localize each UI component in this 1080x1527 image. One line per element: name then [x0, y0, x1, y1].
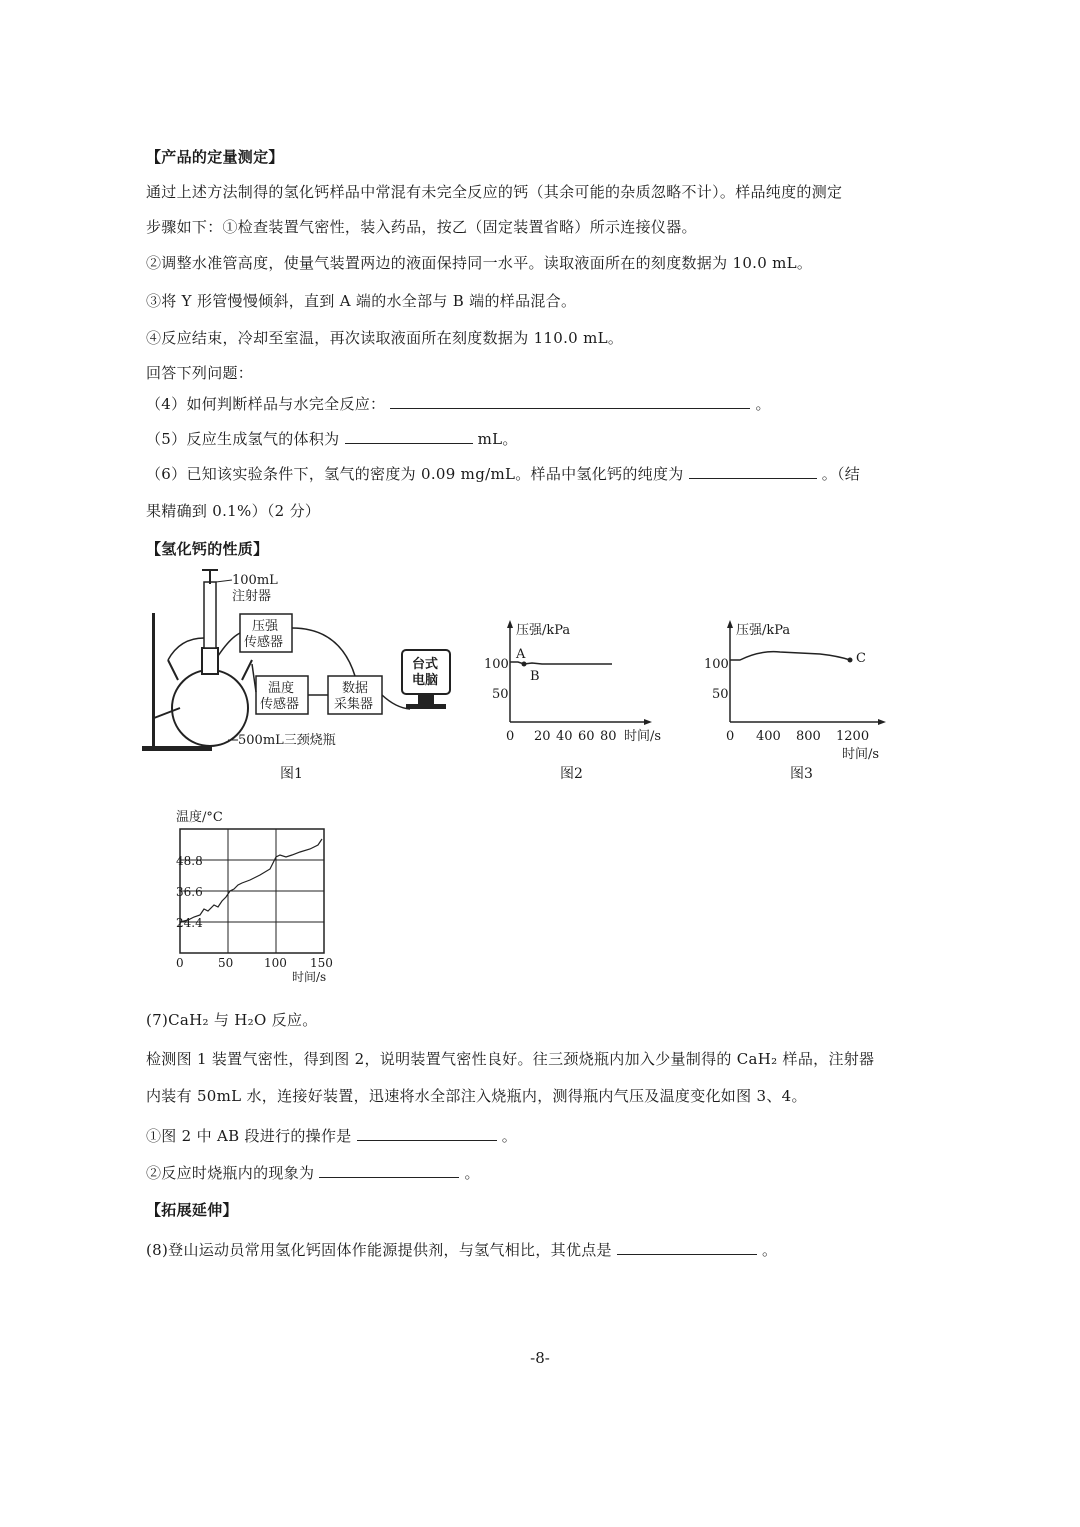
y-axis-label: 压强/kPa — [516, 623, 571, 638]
label-data-collector: 数据 — [342, 681, 369, 696]
figure-1-caption: 图1 — [280, 766, 303, 782]
y-tick-label: 48.8 — [176, 854, 203, 868]
paragraph-line: 果精确到 0.1%）（2 分） — [146, 502, 321, 520]
paragraph-line: 回答下列问题： — [146, 364, 254, 382]
x-tick-label: 400 — [756, 729, 781, 744]
stand-rod — [152, 613, 155, 748]
point-b-marker — [522, 662, 527, 667]
point-a-label: A — [516, 647, 526, 662]
computer-stand — [406, 704, 446, 709]
y-tick-label: 50 — [492, 687, 509, 702]
paragraph-line: ④反应结束，冷却至室温，再次读取液面所在刻度数据为 110.0 mL。 — [146, 329, 624, 347]
label-syringe: 注射器 — [232, 589, 272, 604]
figure-2-pressure-chart — [480, 612, 670, 784]
wire — [292, 628, 355, 676]
y-tick-label: 50 — [712, 687, 729, 702]
y-tick-label: 36.6 — [176, 885, 203, 899]
svg-text:采集器: 采集器 — [334, 697, 374, 712]
temperature-series-line — [180, 839, 322, 922]
paragraph-line: 通过上述方法制得的氢化钙样品中常混有未完全反应的钙（其余可能的杂质忽略不计）。样品纯度的测定 — [146, 183, 843, 201]
figure-1-apparatus — [140, 568, 460, 783]
question-7-2: ②反应时烧瓶内的现象为 。 — [146, 1164, 480, 1182]
x-axis-label: 时间/s — [842, 747, 880, 762]
figure-4-temperature-chart — [170, 805, 350, 985]
answer-blank-q6[interactable] — [689, 464, 817, 479]
answer-blank-q7-2[interactable] — [319, 1163, 459, 1178]
answer-blank-q5[interactable] — [345, 429, 473, 444]
flask-left-neck — [168, 660, 178, 680]
y-axis-label: 压强/kPa — [736, 623, 791, 638]
paragraph-line: 步骤如下：①检查装置气密性，装入药品，按乙（固定装置省略）所示连接仪器。 — [146, 218, 697, 236]
page-number: -8- — [530, 1349, 550, 1367]
x-tick-label: 60 — [578, 729, 595, 744]
svg-text:电脑: 电脑 — [412, 673, 439, 688]
three-neck-flask — [172, 670, 248, 746]
question-7-title: (7)CaH₂ 与 H₂O 反应。 — [146, 1011, 318, 1029]
x-tick-label: 0 — [726, 729, 735, 744]
figure-3-pressure-chart — [700, 612, 900, 784]
section-heading-properties: 【氢化钙的性质】 — [146, 540, 269, 558]
label-pressure-sensor: 压强 — [252, 619, 279, 634]
label-temperature-sensor: 温度 — [268, 681, 295, 696]
x-tick-label: 150 — [310, 956, 333, 970]
x-tick-label: 40 — [556, 729, 573, 744]
y-axis-label: 温度/°C — [176, 810, 223, 825]
question-5: （5）反应生成氢气的体积为 mL。 — [146, 430, 518, 448]
x-tick-label: 0 — [176, 956, 184, 970]
y-tick-label: 100 — [484, 657, 509, 672]
figure-2-caption: 图2 — [560, 766, 583, 782]
point-b-label: B — [530, 669, 540, 684]
question-6: （6）已知该实验条件下，氢气的密度为 0.09 mg/mL。样品中氢化钙的纯度为 。（结 — [146, 465, 861, 483]
paragraph-line: 内装有 50mL 水，连接好装置，迅速将水全部注入烧瓶内，测得瓶内气压及温度变化如图 3、4。 — [146, 1087, 807, 1105]
wire — [382, 695, 410, 709]
flask-center-neck — [202, 648, 218, 674]
x-axis-label: 时间/s — [624, 729, 662, 744]
label-syringe-volume: 100mL — [232, 573, 278, 588]
x-tick-label: 100 — [264, 956, 287, 970]
point-c-label: C — [856, 651, 866, 666]
pressure-series-line — [730, 652, 850, 660]
x-tick-label: 50 — [218, 956, 234, 970]
question-8: (8)登山运动员常用氢化钙固体作能源提供剂，与氢气相比，其优点是 。 — [146, 1241, 778, 1259]
x-tick-label: 800 — [796, 729, 821, 744]
answer-blank-q7-1[interactable] — [357, 1126, 497, 1141]
question-7-1: ①图 2 中 AB 段进行的操作是 。 — [146, 1127, 518, 1145]
answer-blank-q4[interactable] — [390, 394, 750, 409]
svg-text:传感器: 传感器 — [260, 697, 300, 712]
label-flask: 500mL三颈烧瓶 — [238, 733, 336, 748]
stand-clamp — [154, 708, 180, 718]
tube — [168, 638, 204, 660]
label-computer: 台式 — [412, 657, 439, 672]
x-tick-label: 0 — [506, 729, 515, 744]
paragraph-line: ③将 Y 形管慢慢倾斜，直到 A 端的水全部与 B 端的样品混合。 — [146, 292, 577, 310]
section-heading-quantitative: 【产品的定量测定】 — [146, 148, 284, 166]
svg-text:传感器: 传感器 — [244, 635, 284, 650]
point-c-marker — [848, 658, 853, 663]
paragraph-line: ②调整水准管高度，使量气装置两边的液面保持同一水平。读取液面所在的刻度数据为 10.0 mL。 — [146, 254, 813, 272]
question-4: （4）如何判断样品与水完全反应： 。 — [146, 395, 771, 413]
wire — [218, 633, 240, 656]
x-tick-label: 1200 — [836, 729, 870, 744]
x-tick-label: 80 — [600, 729, 617, 744]
flask-right-neck — [242, 660, 252, 680]
y-tick-label: 24.4 — [176, 916, 203, 930]
section-heading-extension: 【拓展延伸】 — [146, 1201, 238, 1219]
syringe-barrel — [204, 582, 216, 648]
x-axis-label: 时间/s — [292, 970, 327, 984]
paragraph-line: 检测图 1 装置气密性，得到图 2，说明装置气密性良好。往三颈烧瓶内加入少量制得的 CaH₂ 样品，注射器 — [146, 1050, 875, 1068]
x-tick-label: 20 — [534, 729, 551, 744]
answer-blank-q8[interactable] — [617, 1240, 757, 1255]
y-tick-label: 100 — [704, 657, 729, 672]
stand-base — [142, 746, 212, 751]
figure-3-caption: 图3 — [790, 766, 813, 782]
